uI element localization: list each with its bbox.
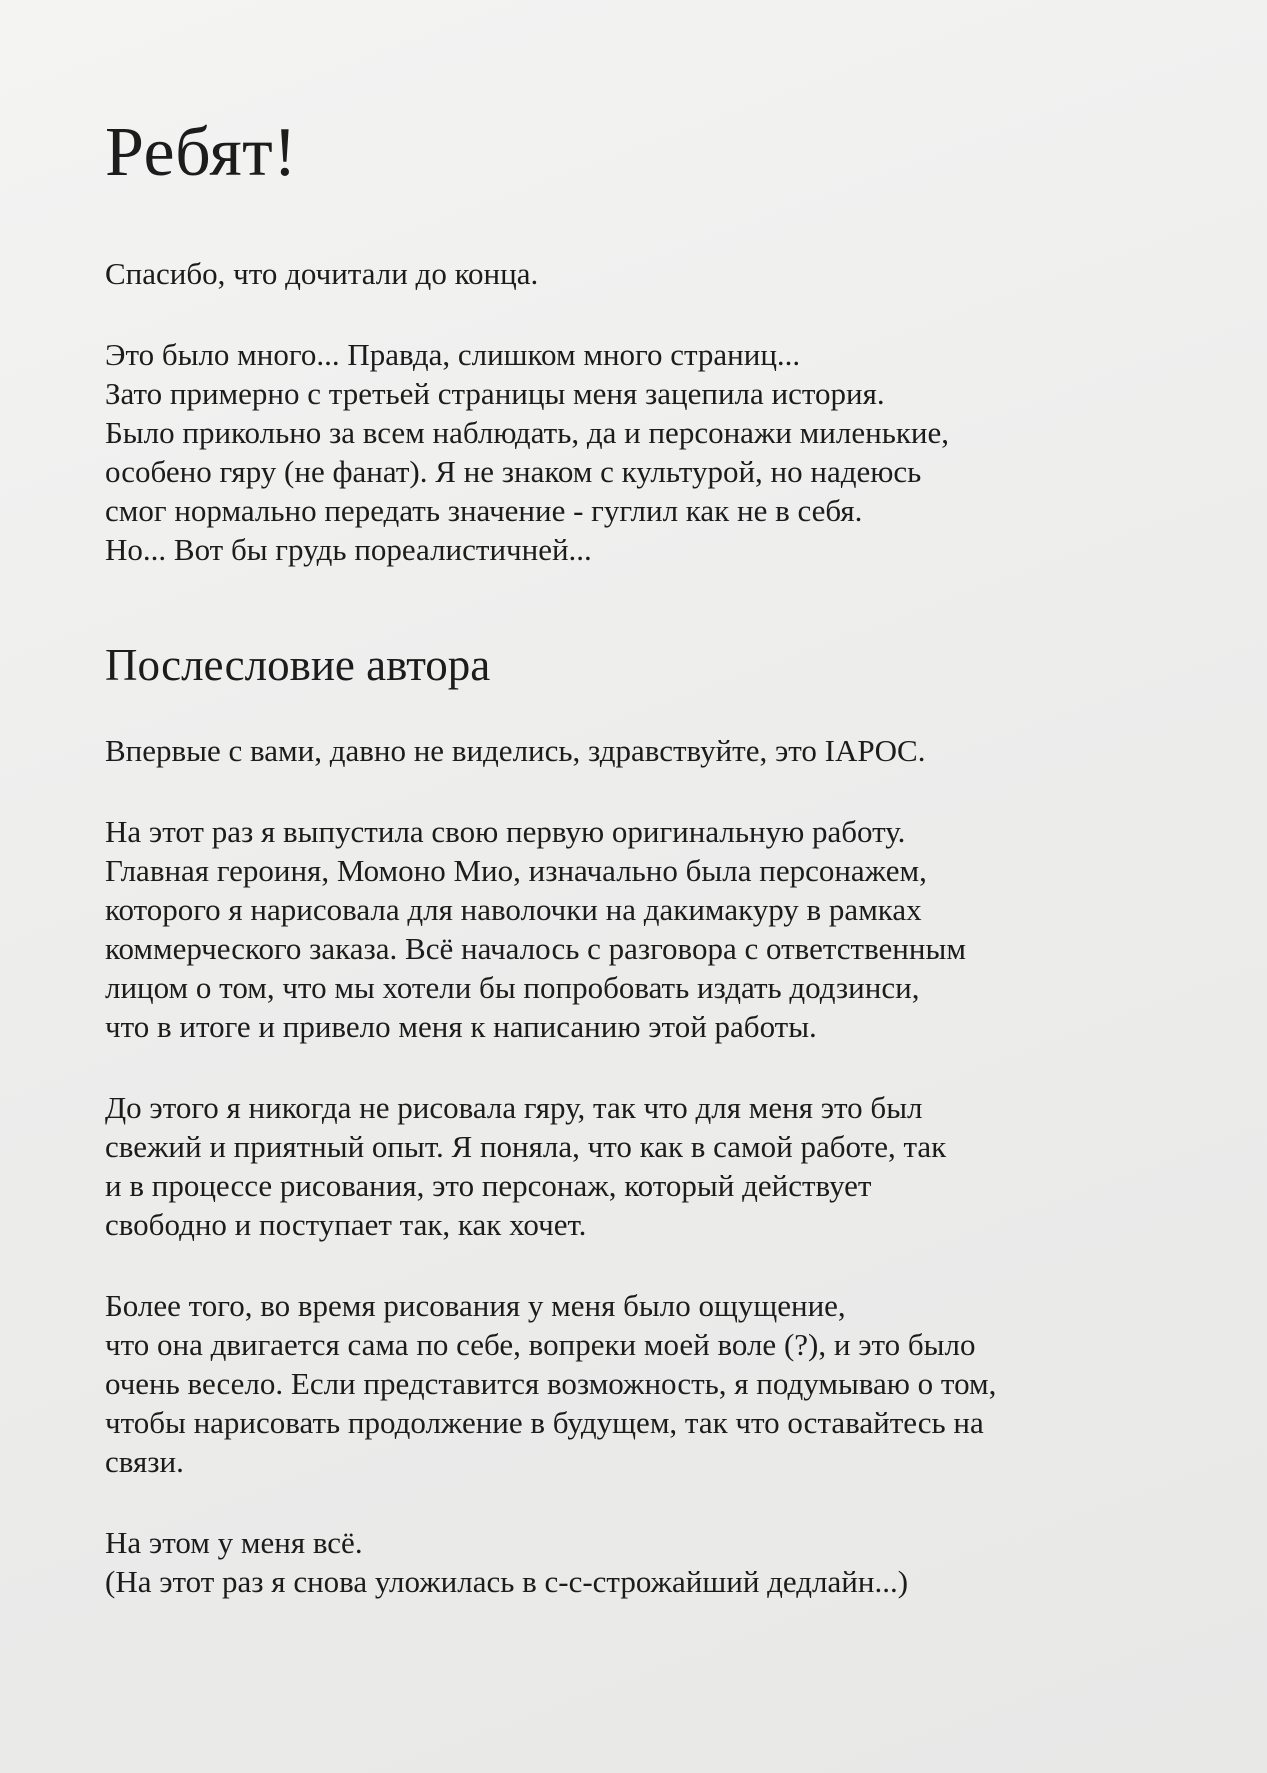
text-line: свободно и поступает так, как хочет. [105, 1207, 587, 1242]
text-line: которого я нарисовала для наволочки на дакимакуру в рамках [105, 892, 922, 927]
page-title: Ребят! [105, 114, 298, 191]
text-line: (На этот раз я снова уложилась в с-с-строжайший дедлайн...) [105, 1564, 909, 1599]
text-line: что в итоге и привело меня к написанию этой работы. [105, 1009, 817, 1044]
text-line: Главная героиня, Момоно Мио, изначально была персонажем, [105, 853, 927, 888]
text-line: лицом о том, что мы хотели бы попробовать издать додзинси, [105, 970, 920, 1005]
text-line: коммерческого заказа. Всё началось с разговора с ответственным [105, 931, 966, 966]
text-line: смог нормально передать значение - гуглил как не в себя. [105, 493, 863, 528]
thanks-line: Спасибо, что дочитали до конца. [105, 256, 539, 291]
text-line: и в процессе рисования, это персонаж, который действует [105, 1168, 872, 1203]
afterword-paragraph-3 [105, 1286, 1227, 1481]
text-line: чтобы нарисовать продолжение в будущем, так что оставайтесь на [105, 1405, 984, 1440]
text-line: связи. [105, 1444, 184, 1479]
closing-paragraph [105, 1523, 1227, 1601]
text-line: На этот раз я выпустила свою первую оригинальную работу. [105, 814, 906, 849]
text-line: Но... Вот бы грудь пореалистичней... [105, 532, 592, 567]
section-heading: Послесловие автора [105, 640, 491, 690]
text-line: Зато примерно с третьей страницы меня зацепила история. [105, 376, 885, 411]
afterword-paragraph-2 [105, 1088, 1227, 1244]
text-line: особено гяру (не фанат). Я не знаком с культурой, но надеюсь [105, 454, 922, 489]
text-line: До этого я никогда не рисовала гяру, так что для меня это был [105, 1090, 923, 1125]
afterword-paragraph-1 [105, 812, 1227, 1046]
text-line: свежий и приятный опыт. Я поняла, что как в самой работе, так [105, 1129, 947, 1164]
text-line: Это было много... Правда, слишком много страниц... [105, 337, 801, 372]
translator-note-paragraph [105, 335, 1227, 569]
text-line: Более того, во время рисования у меня было ощущение, [105, 1288, 846, 1323]
text-line: Было прикольно за всем наблюдать, да и персонажи миленькие, [105, 415, 950, 450]
text-line: очень весело. Если представится возможность, я подумываю о том, [105, 1366, 997, 1401]
text-line: что она двигается сама по себе, вопреки моей воле (?), и это было [105, 1327, 976, 1362]
author-greeting-line: Впервые с вами, давно не виделись, здравствуйте, это IAPOC. [105, 733, 926, 768]
text-line: На этом у меня всё. [105, 1525, 363, 1560]
